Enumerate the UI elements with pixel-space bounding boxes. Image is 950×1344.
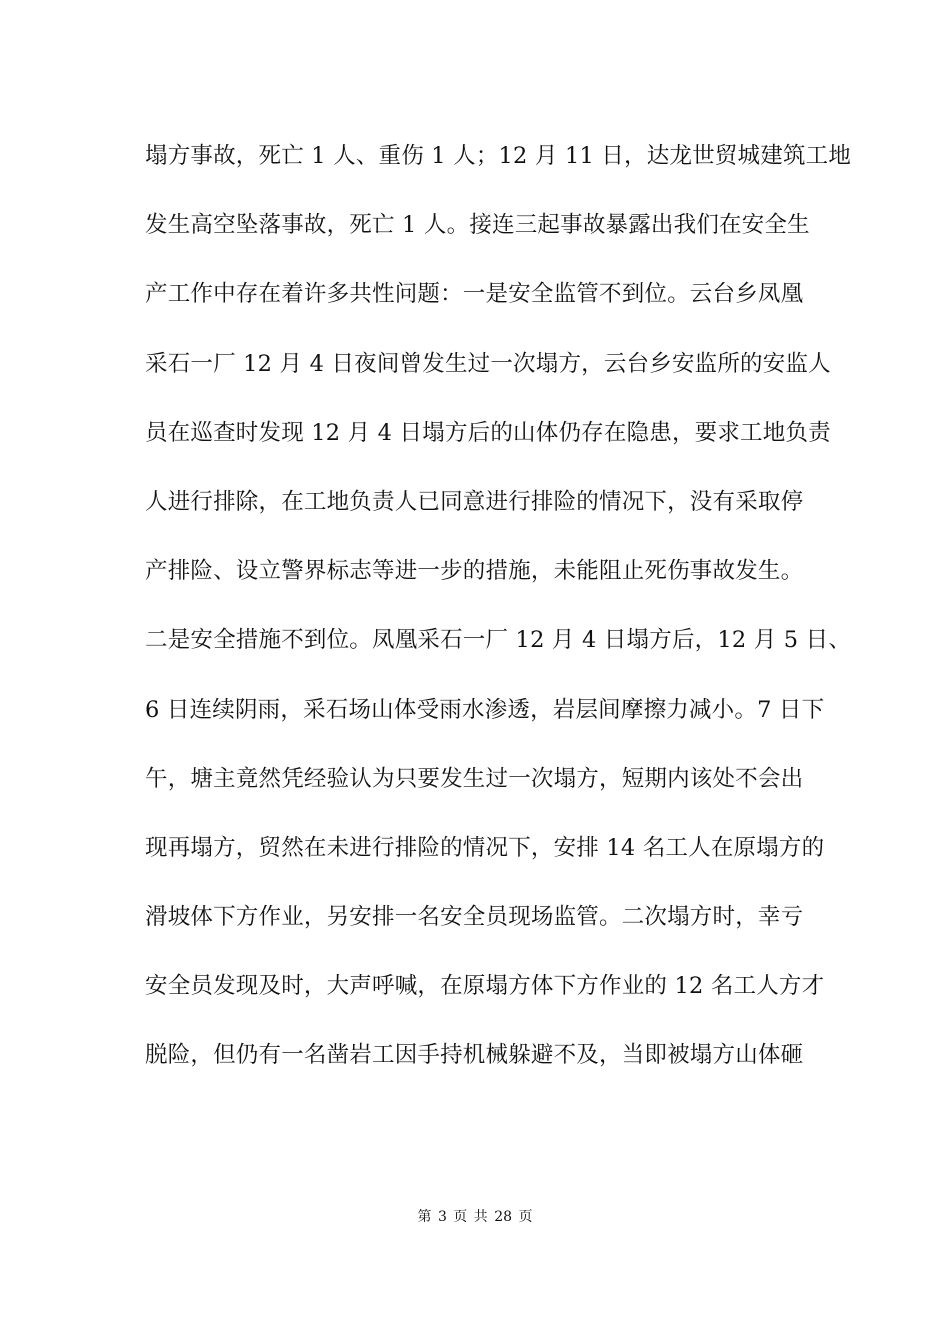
page-number-footer: 第 3 页 共 28 页 (417, 1209, 533, 1225)
text-line: 6 日连续阴雨，采石场山体受雨水渗透，岩层间摩擦力减小。7 日下 (145, 696, 825, 723)
text-line: 人进行排除，在工地负责人已同意进行排险的情况下，没有采取停 (145, 488, 804, 515)
text-line: 二是安全措施不到位。凤凰采石一厂 12 月 4 日塌方后，12 月 5 日、 (145, 627, 852, 654)
text-line: 产工作中存在着许多共性问题：一是安全监管不到位。云台乡凤凰 (145, 281, 804, 308)
text-line: 产排险、设立警界标志等进一步的措施，未能阻止死伤事故发生。 (145, 558, 804, 585)
text-line: 午，塘主竟然凭经验认为只要发生过一次塌方，短期内该处不会出 (145, 765, 804, 792)
text-line: 滑坡体下方作业，另安排一名安全员现场监管。二次塌方时，幸亏 (145, 904, 804, 931)
text-line: 脱险，但仍有一名凿岩工因手持机械躲避不及，当即被塌方山体砸 (145, 1042, 804, 1069)
text-line: 现再塌方，贸然在未进行排险的情况下，安排 14 名工人在原塌方的 (145, 834, 825, 861)
text-line: 安全员发现及时，大声呼喊，在原塌方体下方作业的 12 名工人方才 (145, 973, 825, 1000)
body-text (145, 136, 852, 1105)
text-line: 塌方事故，死亡 1 人、重伤 1 人；12 月 11 日，达龙世贸城建筑工地 (145, 143, 852, 169)
text-line: 员在巡查时发现 12 月 4 日塌方后的山体仍存在隐患，要求工地负责 (145, 419, 831, 446)
text-line: 采石一厂 12 月 4 日夜间曾发生过一次塌方，云台乡安监所的安监人 (145, 350, 831, 377)
text-line: 发生高空坠落事故，死亡 1 人。接连三起事故暴露出我们在安全生 (145, 212, 810, 239)
